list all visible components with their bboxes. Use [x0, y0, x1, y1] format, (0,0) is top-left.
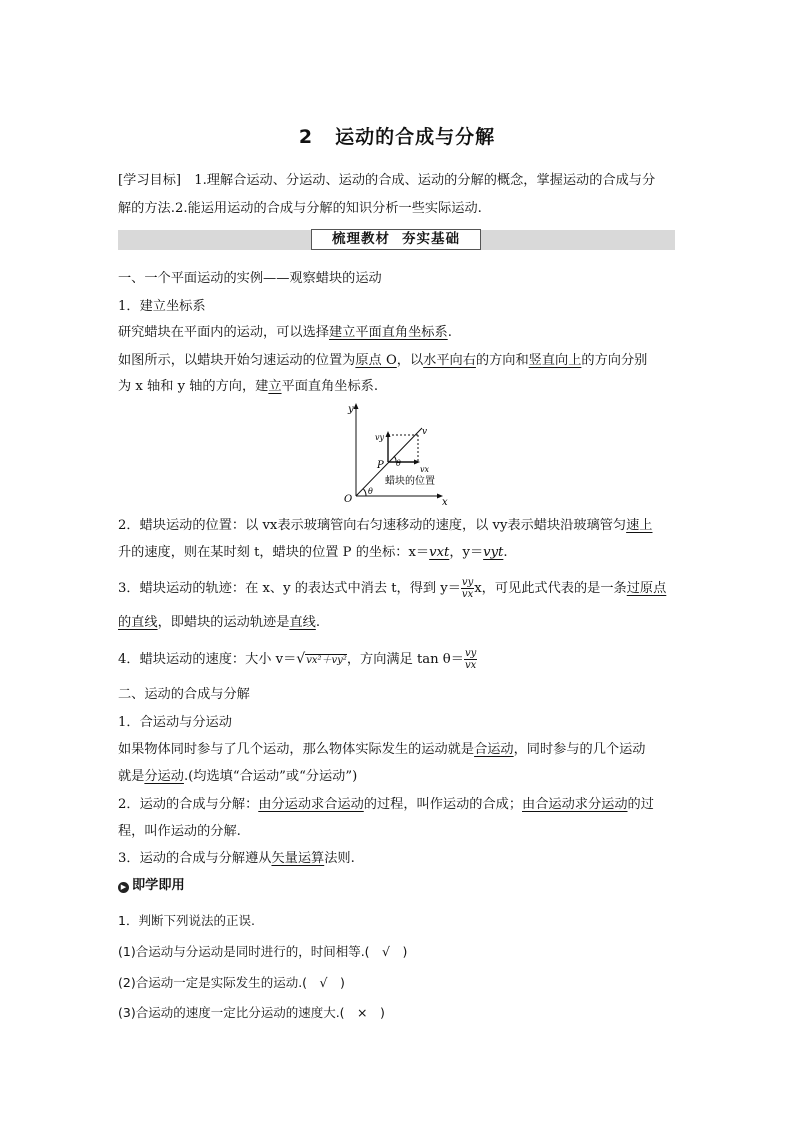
fraction	[461, 577, 474, 600]
text-run: 的方向和	[475, 353, 529, 368]
theta-label-1: θ	[396, 459, 401, 468]
text-run: ，y＝	[449, 545, 484, 560]
text-run: 如果物体同时参与了几个运动，那么物体实际发生的运动就是	[118, 742, 475, 757]
text-run: 的方向分别	[581, 353, 648, 368]
practice-heading	[118, 877, 185, 895]
section1-para3	[118, 378, 378, 396]
origin-label: O	[344, 494, 353, 505]
underlined-answer: 速上	[626, 518, 653, 533]
fraction	[464, 648, 477, 671]
text-run: 3．运动的合成与分解遵从	[118, 851, 272, 866]
section1-item3-line2	[118, 614, 320, 632]
practice-heading-text: 即学即用	[132, 878, 185, 893]
underlined-answer: 的直线	[118, 615, 158, 630]
section2-para1	[118, 741, 646, 759]
fraction-numerator: vy	[464, 648, 477, 659]
underlined-answer: 由合运动求分运动	[522, 797, 628, 812]
vy-label: vy	[375, 433, 385, 442]
objectives-line-2: 解的方法.2.能运用运动的合成与分解的知识分析一些实际运动.	[118, 201, 482, 216]
text-run: 如图所示，以蜡块开始匀速运动的位置为	[118, 353, 356, 368]
fraction-denominator: vx	[464, 660, 477, 671]
text-run: 升的速度，则在某时刻 t，蜡块的位置 P 的坐标：x＝	[118, 545, 430, 560]
text-run: .(均选填“合运动”或“分运动”)	[183, 769, 358, 784]
underlined-answer: vyt	[483, 545, 504, 560]
section1-item2-line2	[118, 544, 508, 562]
text-run: 4．蜡块运动的速度：大小 v＝	[118, 652, 297, 667]
text-run: ，同时参与的几个运动	[513, 742, 646, 757]
underlined-answer: 矢量运算	[271, 851, 325, 866]
underlined-answer: 立	[268, 379, 282, 394]
practice-q1: 1．判断下列说法的正误.	[118, 913, 255, 928]
underlined-answer: 直线	[289, 615, 316, 630]
text-run: x，可见此式代表的是一条	[474, 581, 627, 596]
figure-caption: 蜡块的位置	[385, 476, 435, 487]
banner-left-label: 梳理教材	[332, 231, 390, 247]
play-circle-icon: ▶	[118, 882, 129, 893]
vx-label: vx	[420, 465, 430, 474]
section2-item2-line2: 程，叫作运动的分解.	[118, 824, 241, 839]
title-text: 运动的合成与分解	[335, 126, 496, 148]
text-run: 平面直角坐标系.	[281, 379, 379, 394]
text-run: ，方向满足 tan θ＝	[346, 652, 464, 667]
theta-label-2: θ	[368, 487, 373, 496]
underlined-answer: 合运动	[474, 742, 514, 757]
y-axis-arrow	[354, 403, 359, 409]
vx-arrow	[414, 460, 420, 465]
text-run: 2．运动的合成与分解：	[118, 797, 259, 812]
section1-para2	[118, 352, 647, 370]
section2-item1-title: 1．合运动与分运动	[118, 715, 232, 730]
text-run: 2．蜡块运动的位置：以 vx表示玻璃管向右匀速移动的速度，以 vy表示蜡块沿玻璃管匀	[118, 518, 627, 533]
v-label: v	[422, 427, 428, 437]
section1-item4	[118, 648, 477, 671]
text-run: 为 x 轴和 y 轴的方向，建	[118, 379, 269, 394]
text-run: .	[503, 545, 508, 560]
x-axis-label: x	[442, 497, 448, 508]
underlined-answer: 建立平面直角坐标系	[329, 325, 448, 340]
vy-arrow	[386, 431, 391, 437]
text-run: ，即蜡块的运动轨迹是	[157, 615, 290, 630]
text-run: 法则.	[324, 851, 355, 866]
section-number: 2	[298, 126, 314, 148]
banner-right-label: 夯实基础	[402, 231, 460, 247]
section2-para2	[118, 768, 357, 786]
page-title	[0, 122, 794, 149]
underlined-answer: 原点 O	[355, 353, 397, 368]
sqrt-content: vx²＋vy²	[306, 655, 347, 666]
practice-item-a: (1)合运动与分运动是同时进行的，时间相等.( √ )	[118, 944, 408, 959]
section2-item3	[118, 850, 355, 868]
underlined-answer: 过原点	[626, 581, 667, 596]
y-axis-label: y	[348, 404, 354, 415]
objectives-line-1: [学习目标] 1.理解合运动、分运动、运动的合成、运动的分解的概念，掌握运动的合成与分	[118, 173, 656, 188]
section1-item1-title: 1．建立坐标系	[118, 299, 206, 314]
theta-arc-2	[364, 489, 367, 496]
coordinate-figure	[338, 400, 458, 508]
underlined-answer: 竖直向上	[528, 353, 582, 368]
underlined-answer: 由分运动求合运动	[258, 797, 364, 812]
section2-item2-line1	[118, 796, 654, 814]
text-run: 研究蜡块在平面内的运动，可以选择	[118, 325, 329, 340]
text-run: 就是	[118, 769, 145, 784]
practice-item-b: (2)合运动一定是实际发生的运动.( √ )	[118, 975, 345, 990]
text-run: 的过程，叫作运动的合成；	[363, 797, 523, 812]
section1-para1	[118, 324, 452, 342]
text-run: 3．蜡块运动的轨迹：在 x、y 的表达式中消去 t，得到 y＝	[118, 581, 461, 596]
banner-box	[311, 229, 481, 250]
underlined-answer: 水平向右	[423, 353, 476, 368]
underlined-answer: vxt	[429, 545, 450, 560]
text-run: 的过	[627, 797, 654, 812]
section1-heading: 一、一个平面运动的实例——观察蜡块的运动	[118, 271, 382, 286]
practice-item-c: (3)合运动的速度一定比分运动的速度大.( × )	[118, 1005, 385, 1020]
fraction-denominator: vx	[461, 589, 474, 600]
point-label: P	[377, 460, 384, 471]
section1-item3-line1	[118, 577, 666, 600]
fraction-numerator: vy	[461, 577, 474, 588]
sqrt-sign: √	[296, 651, 306, 667]
underlined-answer: 分运动	[144, 769, 184, 784]
text-run: ，以	[396, 353, 424, 368]
text-run: .	[315, 615, 321, 630]
section1-item2-line1	[118, 517, 653, 535]
text-run: .	[447, 325, 452, 340]
section2-heading: 二、运动的合成与分解	[118, 687, 250, 702]
